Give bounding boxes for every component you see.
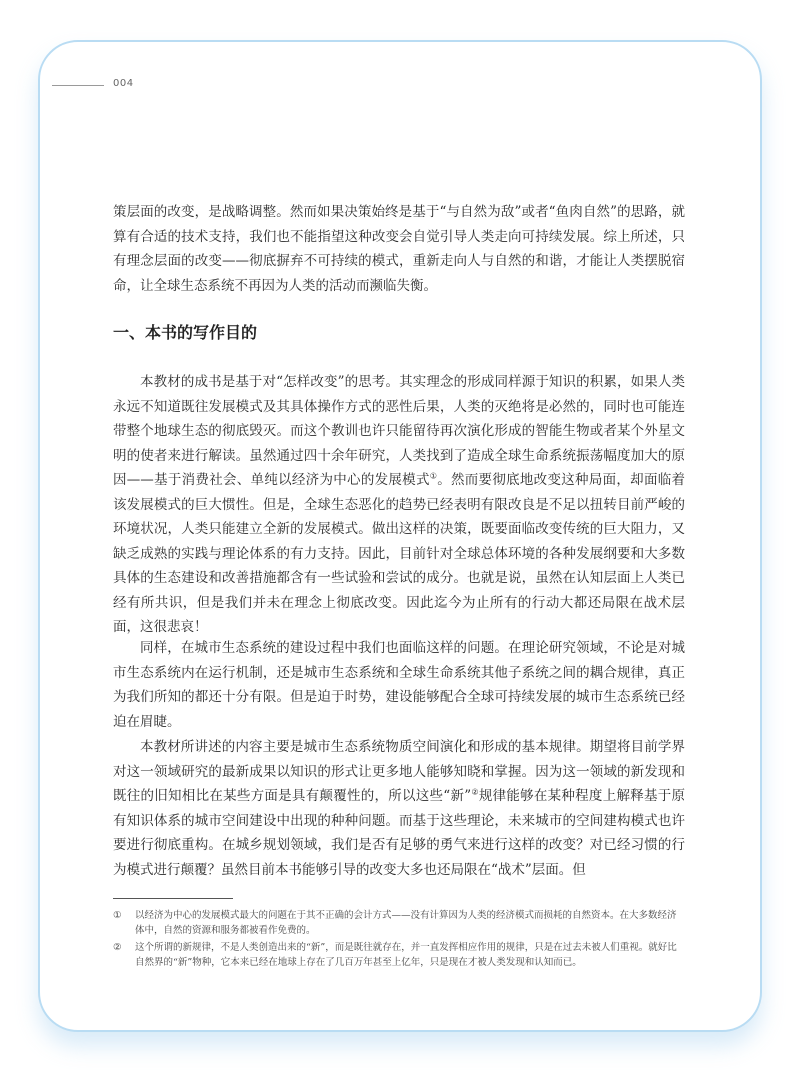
- footnote-mark: ①: [113, 910, 122, 921]
- footnote-rule: [113, 898, 233, 899]
- footnote-1: [113, 908, 685, 938]
- footnote-ref-2[interactable]: ②: [471, 787, 479, 797]
- paragraph-2: 同样，在城市生态系统的建设过程中我们也面临这样的问题。在理论研究领域，不论是对城市生态系统内在运行机制，还是城市生态系统和全球生命系统其他子系统之间的耦合规律，真正为我们所知的都还十分有限。但是迫于时势，建设能够配合全球可持续发展的城市生态系统已经迫在眉睫。: [113, 640, 685, 730]
- footnote-text: 以经济为中心的发展模式最大的问题在于其不正确的会计方式——没有计算因为人类的经济模式而损耗的自然资本。在大多数经济体中，自然的资源和服务都被看作免费的。: [135, 910, 677, 936]
- footnote-ref-1[interactable]: ①: [429, 471, 438, 481]
- footnote-text: 这个所谓的新规律，不是人类创造出来的“新”，而是既往就存在，并一直发挥相应作用的规律，只是在过去未被人们重视。就好比自然界的“新”物种，它本来已经在地球上存在了几百万年甚至上亿年，只是现在才被人类发现和认知而已。: [135, 942, 677, 968]
- section-heading: 一、本书的写作目的: [113, 323, 258, 342]
- footnote-2: [113, 940, 685, 970]
- footnote-mark: ②: [113, 942, 122, 953]
- page-number: 004: [113, 78, 134, 89]
- header-rule: [52, 85, 104, 86]
- paragraph-1: 本教材的成书是基于对“怎样改变”的思考。其实理念的形成同样源于知识的积累，如果人类永远不知道既往发展模式及其具体操作方式的恶性后果，人类的灭绝将是必然的，同时也可能连带整个地球生态的彻底毁灭。而这个教训也许只能留待再次演化形成的智能生物或者某个外星文明的使者来进行解读。虽然通过四十余年研究，人类找到了造成全球生命系统振荡幅度加大的原因——基于消费社会、单纯以经济为中心的发展模式①。然而要彻底地改变这种局面，却面临着该发展模式的巨大惯性。但是，全球生态恶化的趋势已经表明有限改良是不足以扭转目前严峻的环境状况，人类只能建立全新的发展模式。做出这样的决策，既要面临改变传统的巨大阻力，又缺乏成熟的实践与理论体系的有力支持。因此，目前针对全球总体环境的各种发展纲要和大多数具体的生态建设和改善措施都含有一些试验和尝试的成分。也就是说，虽然在认知层面上人类已经有所共识，但是我们并未在理念上彻底改变。因此迄今为止所有的行动大都还局限在战术层面，这很悲哀！: [113, 374, 686, 635]
- paragraph-3: 本教材所讲述的内容主要是城市生态系统物质空间演化和形成的基本规律。期望将目前学界对这一领域研究的最新成果以知识的形式让更多地人能够知晓和掌握。因为这一领域的新发现和既往的旧知相比在某些方面是具有颠覆性的，所以这些“新”②规律能够在某种程度上解释基于原有知识体系的城市空间建设中出现的种种问题。而基于这些理论，未来城市的空间建构模式也许要进行彻底重构。在城乡规划领域，我们是否有足够的勇气来进行这样的改变？对已经习惯的行为模式进行颠覆？虽然目前本书能够引导的改变大多也还局限在“战术”层面。但: [113, 739, 685, 878]
- intro-paragraph: 策层面的改变，是战略调整。然而如果决策始终是基于“与自然为敌”或者“鱼肉自然”的思路，就算有合适的技术支持，我们也不能指望这种改变会自觉引导人类走向可持续发展。综上所述，只有理念层面的改变——彻底摒弃不可持续的模式，重新走向人与自然的和谐，才能让人类摆脱宿命，让全球生态系统不再因为人类的活动而濒临失衡。: [113, 204, 685, 294]
